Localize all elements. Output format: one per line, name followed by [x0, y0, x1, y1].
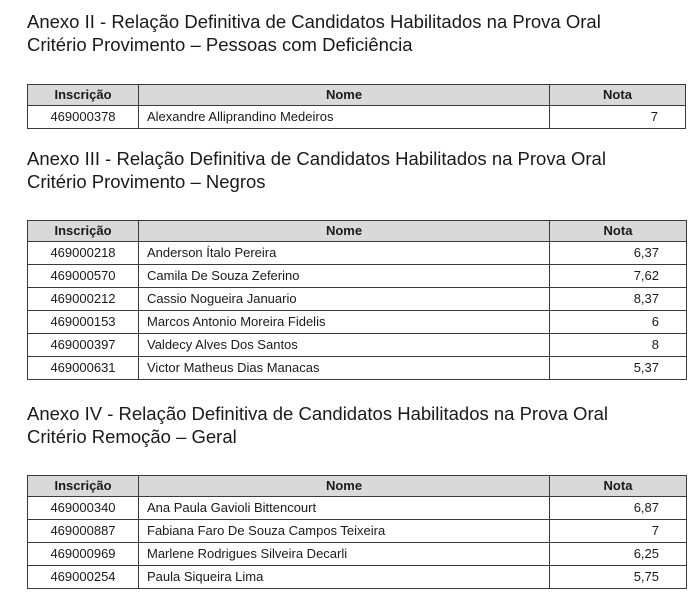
cell-inscricao: 469000631 [28, 357, 139, 380]
table-row [28, 265, 687, 288]
table-row [28, 357, 687, 380]
heading-line-2: Critério Provimento – Negros [27, 171, 266, 192]
cell-inscricao: 469000212 [28, 288, 139, 311]
table-row [28, 334, 687, 357]
cell-nota: 7,62 [550, 265, 687, 288]
header-nota: Nota [550, 221, 687, 242]
cell-nome: Cassio Nogueira Januario [139, 288, 550, 311]
table-row [28, 311, 687, 334]
cell-nome: Paula Siqueira Lima [139, 566, 550, 589]
table-row [28, 543, 687, 566]
section-heading-anexo-ii [27, 10, 601, 56]
table-row [28, 106, 686, 129]
header-nome: Nome [139, 221, 550, 242]
cell-nome: Marlene Rodrigues Silveira Decarli [139, 543, 550, 566]
section-heading-anexo-iii [27, 147, 606, 193]
cell-nota: 6,87 [550, 497, 687, 520]
cell-nota: 8 [550, 334, 687, 357]
header-nota: Nota [550, 85, 686, 106]
cell-nome: Fabiana Faro De Souza Campos Teixeira [139, 520, 550, 543]
table-row [28, 242, 687, 265]
cell-nota: 6,37 [550, 242, 687, 265]
heading-line-1: Anexo IV - Relação Definitiva de Candidatos Habilitados na Prova Oral [27, 403, 609, 424]
cell-nota: 6 [550, 311, 687, 334]
cell-nome: Anderson Ítalo Pereira [139, 242, 550, 265]
cell-nota: 6,25 [550, 543, 687, 566]
cell-nome: Alexandre Alliprandino Medeiros [139, 106, 550, 129]
cell-nota: 7 [550, 106, 686, 129]
cell-nome: Victor Matheus Dias Manacas [139, 357, 550, 380]
header-inscricao: Inscrição [28, 476, 139, 497]
heading-line-2: Critério Remoção – Geral [27, 426, 237, 447]
table-anexo-iv [27, 475, 687, 589]
header-inscricao: Inscrição [28, 85, 139, 106]
heading-line-1: Anexo II - Relação Definitiva de Candidatos Habilitados na Prova Oral [27, 11, 601, 32]
table-row [28, 497, 687, 520]
cell-inscricao: 469000153 [28, 311, 139, 334]
cell-nome: Ana Paula Gavioli Bittencourt [139, 497, 550, 520]
cell-inscricao: 469000340 [28, 497, 139, 520]
cell-nota: 7 [550, 520, 687, 543]
cell-inscricao: 469000570 [28, 265, 139, 288]
table-row [28, 520, 687, 543]
heading-line-2: Critério Provimento – Pessoas com Deficiência [27, 34, 413, 55]
cell-nota: 5,37 [550, 357, 687, 380]
cell-inscricao: 469000969 [28, 543, 139, 566]
table-row [28, 288, 687, 311]
cell-nota: 5,75 [550, 566, 687, 589]
header-inscricao: Inscrição [28, 221, 139, 242]
table-anexo-iii [27, 220, 687, 380]
header-nome: Nome [139, 476, 550, 497]
table-row [28, 566, 687, 589]
heading-line-1: Anexo III - Relação Definitiva de Candidatos Habilitados na Prova Oral [27, 148, 606, 169]
header-nome: Nome [139, 85, 550, 106]
table-header-row [28, 85, 686, 106]
section-heading-anexo-iv [27, 402, 608, 448]
cell-inscricao: 469000887 [28, 520, 139, 543]
cell-nome: Valdecy Alves Dos Santos [139, 334, 550, 357]
table-anexo-ii [27, 84, 686, 129]
cell-inscricao: 469000218 [28, 242, 139, 265]
cell-nota: 8,37 [550, 288, 687, 311]
header-nota: Nota [550, 476, 687, 497]
table-header-row [28, 221, 687, 242]
cell-inscricao: 469000397 [28, 334, 139, 357]
cell-nome: Camila De Souza Zeferino [139, 265, 550, 288]
cell-inscricao: 469000378 [28, 106, 139, 129]
cell-nome: Marcos Antonio Moreira Fidelis [139, 311, 550, 334]
table-header-row [28, 476, 687, 497]
cell-inscricao: 469000254 [28, 566, 139, 589]
